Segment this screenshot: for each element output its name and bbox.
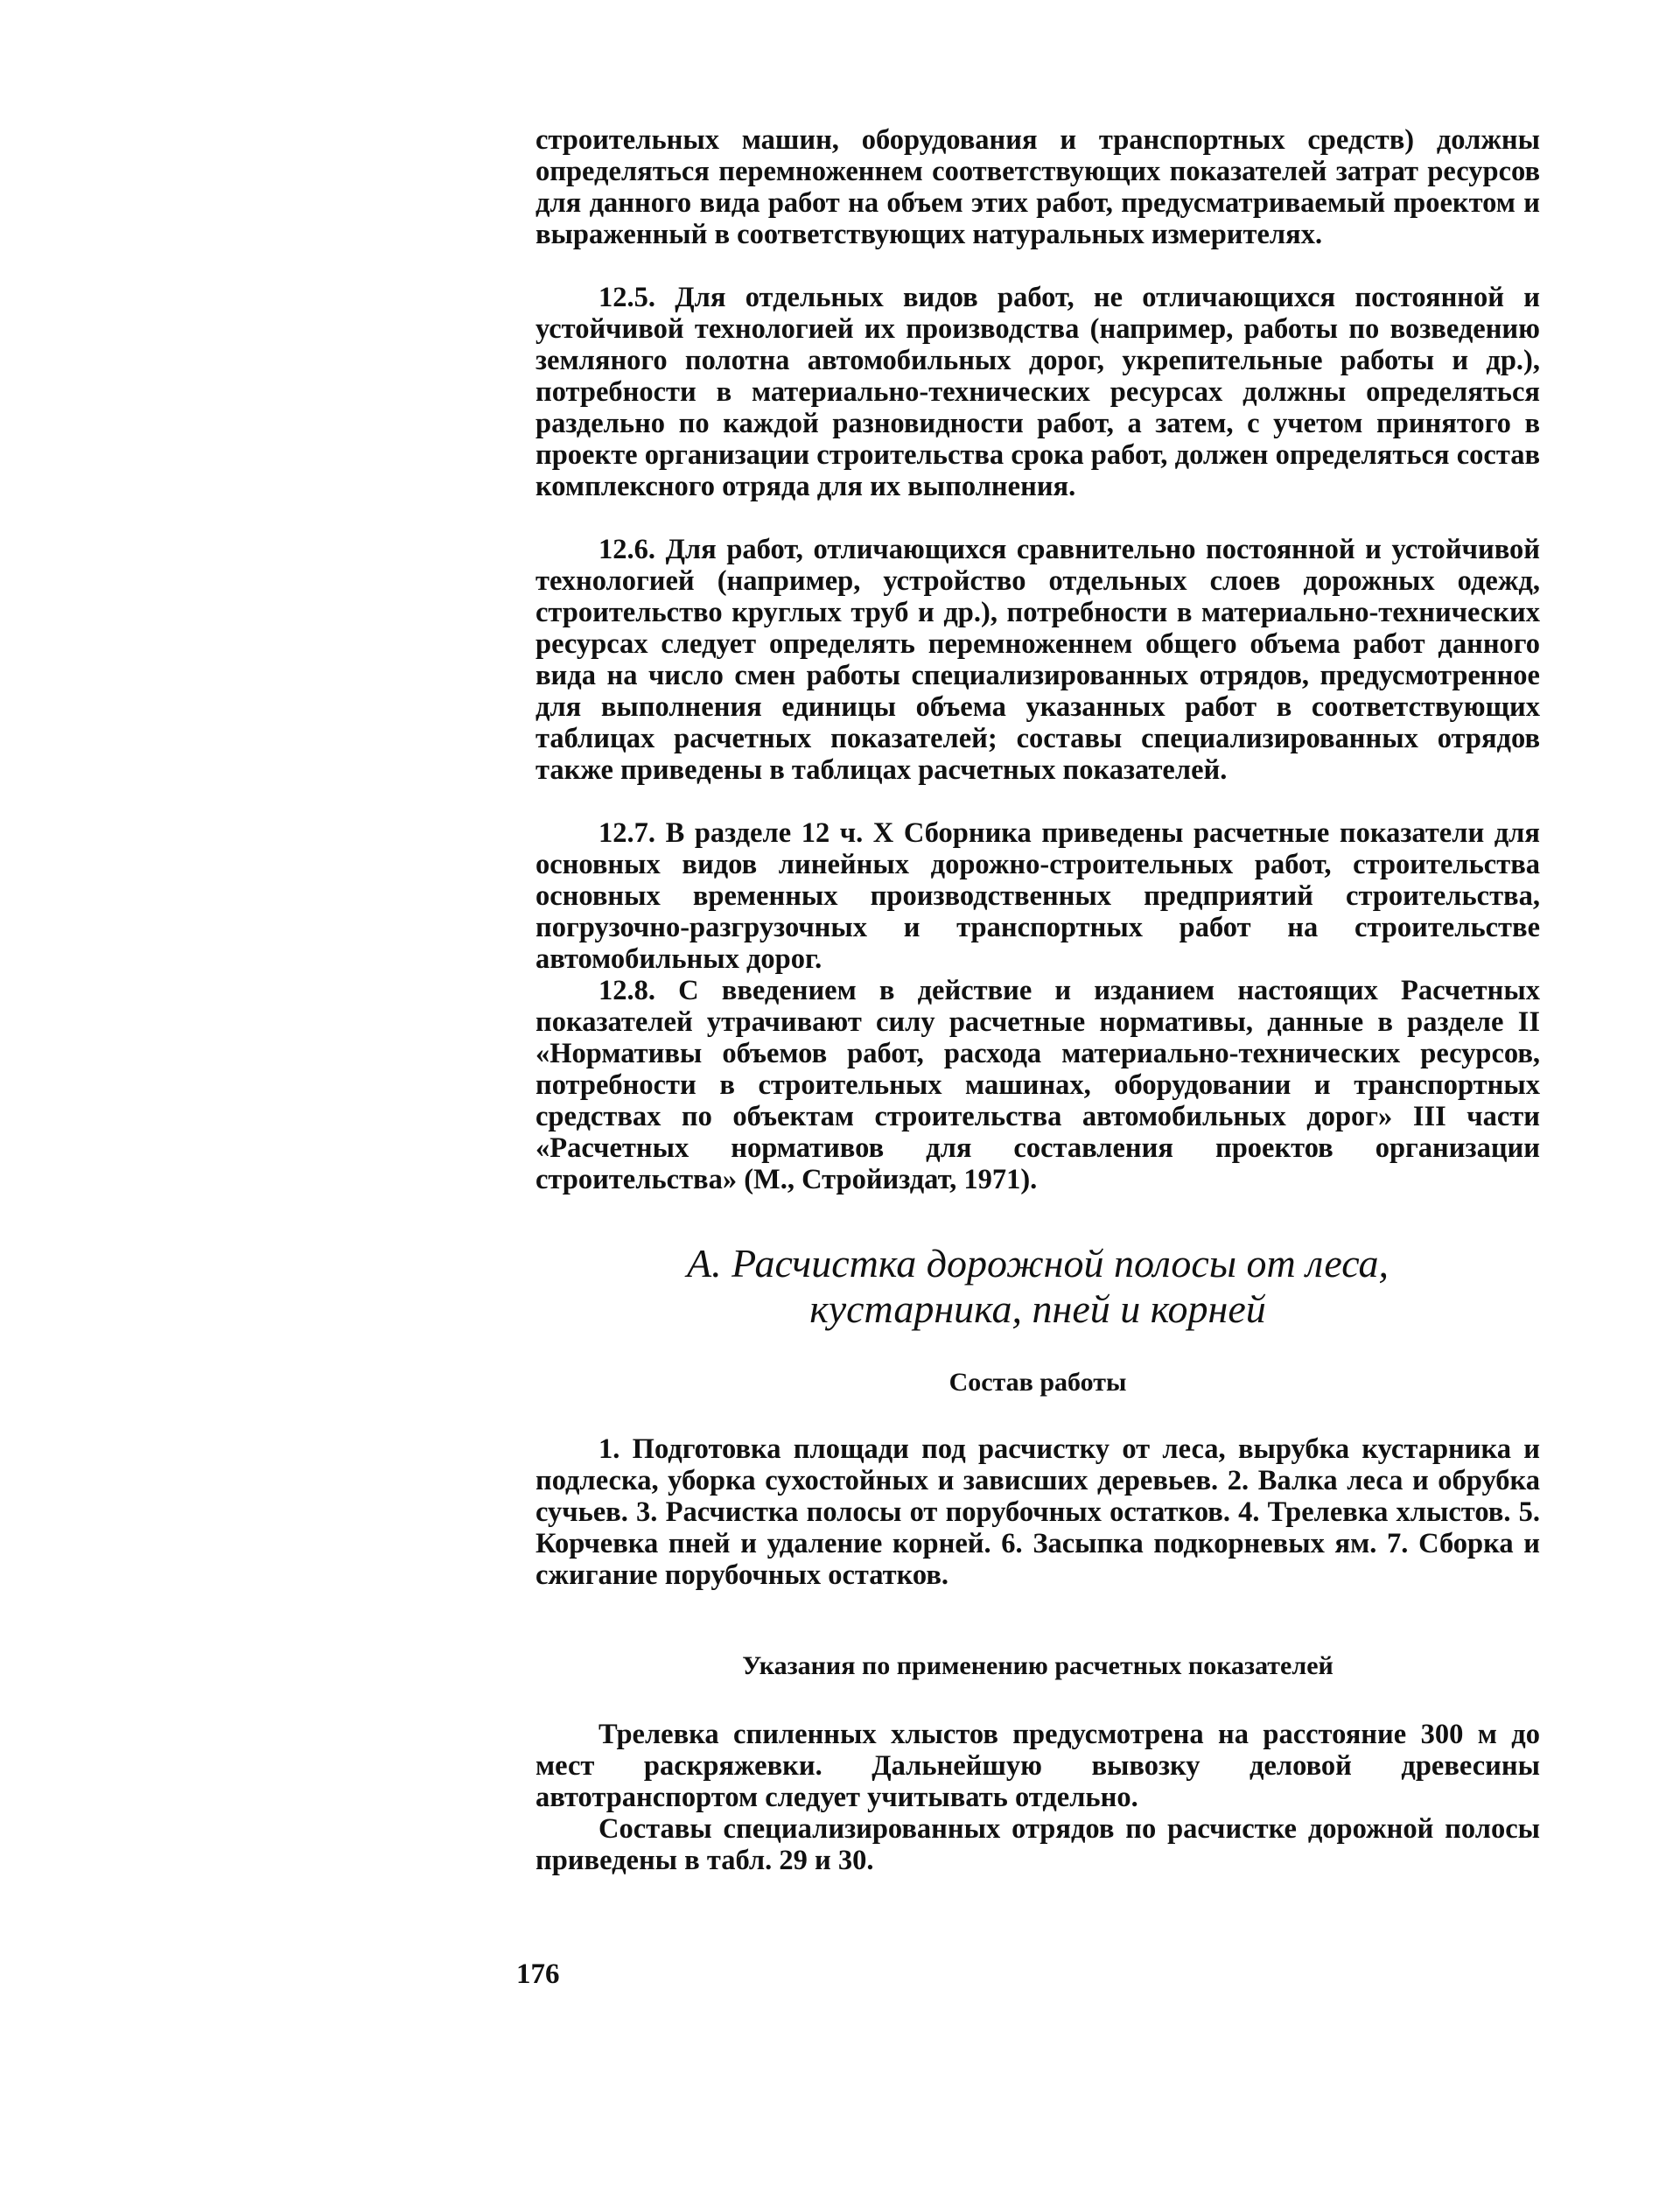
paragraph-work-steps: 1. Подготовка площади под расчистку от леса, вырубка кустарника и подлеска, уборка сухостойных и зависших деревьев. 2. Валка леса и обрубка сучьев. 3. Расчистка полосы от порубочных остатков. 4. Трелевка хлыстов. 5. Корчевка пней и удаление корней. 6. Засыпка подкорневых ям. 7. Сборка и сжигание порубочных остатков. — [536, 1433, 1540, 1591]
section-title-line-2: кустарника, пней и корней — [809, 1286, 1266, 1331]
subheading-guidance: Указания по применению расчетных показателей — [742, 1651, 1334, 1680]
page-number: 176 — [516, 1958, 560, 1990]
paragraph-continuation: строительных машин, оборудования и транспортных средств) должны определяться перемноженнем соответствующих показателей затрат ресурсов для данного вида работ на объем этих работ, предусматриваемый проектом и выраженный в соответствующих натуральных измерителях. — [536, 124, 1540, 250]
paragraph-12-8: 12.8. С введением в действие и изданием настоящих Расчетных показателей утрачивают силу расчетные нормативы, данные в разделе II «Нормативы объемов работ, расхода материально-технических ресурсов, потребности в строительных машинах, оборудовании и транспортных средствах по объектам строительства автомобильных дорог» III части «Расчетных нормативов для составления проектов организации строительства» (М., Стройиздат, 1971). — [536, 975, 1540, 1195]
paragraph-12-5: 12.5. Для отдельных видов работ, не отличающихся постоянной и устойчивой технологией их производства (например, работы по возведению земляного полотна автомобильных дорог, укрепительные работы и др.), потребности в материально-технических ресурсах должны определяться раздельно по каждой разновидности работ, а затем, с учетом принятого в проекте организации строительства срока работ, должен определяться состав комплексного отряда для их выполнения. — [536, 282, 1540, 502]
paragraph-skidding: Трелевка спиленных хлыстов предусмотрена на расстояние 300 м до мест раскряжевки. Дальнейшую вывозку деловой древесины автотранспортом следует учитывать отдельно. — [536, 1719, 1540, 1813]
section-title-line-1: А. Расчистка дорожной полосы от леса, — [687, 1241, 1389, 1286]
paragraph-team-composition: Составы специализированных отрядов по расчистке дорожной полосы приведены в табл. 29 и 30. — [536, 1813, 1540, 1876]
paragraph-12-6: 12.6. Для работ, отличающихся сравнительно постоянной и устойчивой технологией (например, устройство отдельных слоев дорожных одежд, строительство круглых труб и др.), потребности в материально-технических ресурсах следует определять перемноженнем общего объема работ данного вида на число смен работы специализированных отрядов, предусмотренное для выполнения единицы объема указанных работ в соответствующих таблицах расчетных показателей; составы специализированных отрядов также приведены в таблицах расчетных показателей. — [536, 534, 1540, 786]
paragraph-12-7: 12.7. В разделе 12 ч. X Сборника приведены расчетные показатели для основных видов линейных дорожно-строительных работ, строительства основных временных производственных предприятий строительства, погрузочно-разгрузочных и транспортных работ на строительстве автомобильных дорог. — [536, 817, 1540, 975]
subheading-work-composition: Состав работы — [948, 1368, 1127, 1397]
section-title — [536, 1241, 1540, 1332]
